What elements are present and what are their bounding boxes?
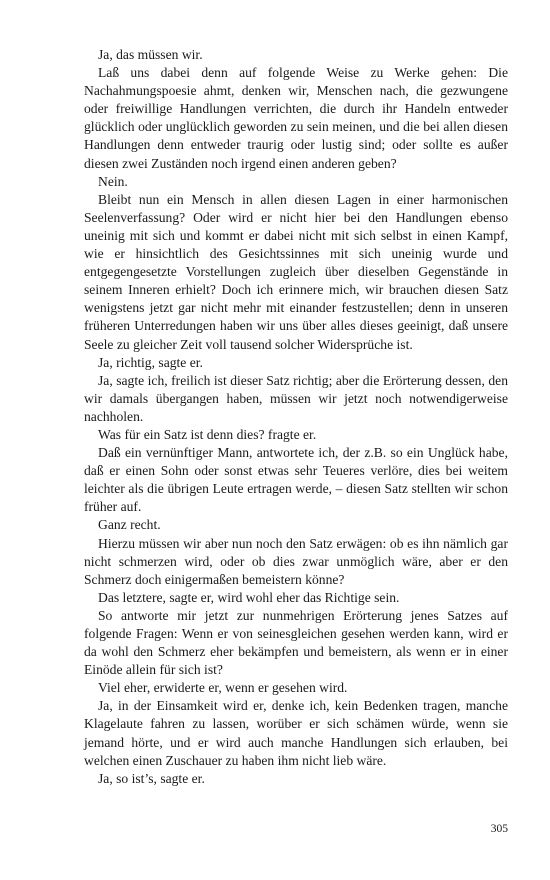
paragraph-4: Bleibt nun ein Mensch in allen diesen Lagen in einer harmonischen Seelenverfassung? Oder wird er nicht hier bei den Handlungen ebenso uneinig mit sich und kommt er dabei nicht mit sich selbst in einen Kampf, wie er hinsichtlich des Gesichtssinnes mit sich uneinig wurde und entgegengesetzte Vorstellungen zugleich über dieselben Gegenstände in seinem Inneren erhielt? Doch ich erinnere mich, wir brauchen diesen Satz wenigstens jetzt gar nicht mehr mit einander festzustellen; denn in unseren früheren Unterredungen haben wir uns über alles dieses geeinigt, daß unsere Seele zu gleicher Zeit voll tausend solcher Widersprüche ist. [84, 191, 508, 352]
paragraph-5: Ja, richtig, sagte er. [98, 354, 203, 370]
page-number: 305 [490, 823, 508, 835]
paragraph-8: Daß ein vernünftiger Mann, antwortete ich, der z.B. so ein Unglück habe, daß er einen Sohn oder sonst etwas sehr Teueres verlöre, dies bei weitem leichter als die übrigen Leute ertragen werde, – diesen Satz stellten wir schon früher auf. [84, 445, 508, 515]
paragraph-11: Das letztere, sagte er, wird wohl eher das Richtige sein. [98, 589, 400, 605]
paragraph-15: Ja, so ist’s, sagte er. [98, 770, 205, 786]
paragraph-14: Ja, in der Einsamkeit wird er, denke ich, kein Bedenken tragen, manche Klagelaute fahren zu lassen, worüber er sich schämen würde, wenn sie jemand hörte, und er wird auch manche Handlungen sich erlauben, bei welchen einen Zuschauer zu haben ihm nicht lieb wäre. [84, 698, 508, 768]
paragraph-6: Ja, sagte ich, freilich ist dieser Satz richtig; aber die Erörterung dessen, den wir damals übergangen haben, müssen wir jetzt noch notwendigerweise nachholen. [84, 372, 508, 424]
paragraph-12: So antworte mir jetzt zur nunmehrigen Erörterung jenes Satzes auf folgende Fragen: Wenn er von seinesgleichen gesehen werden kann, wird er da wohl den Schmerz eher bekämpfen und bemeistern, als wenn er in einer Einöde allein für sich ist? [84, 607, 508, 678]
paragraph-9: Ganz recht. [98, 517, 161, 533]
paragraph-10: Hierzu müssen wir aber nun noch den Satz erwägen: ob es ihn nämlich gar nicht schmerzen wird, oder ob dies zwar unmöglich wäre, aber er den Schmerz doch einigermaßen bemeistern könne? [84, 535, 508, 587]
paragraph-3: Nein. [98, 173, 128, 189]
paragraph-7: Was für ein Satz ist denn dies? fragte er. [98, 426, 317, 442]
page-body [84, 46, 508, 788]
paragraph-13: Viel eher, erwiderte er, wenn er gesehen wird. [98, 680, 348, 696]
paragraph-2: Laß uns dabei denn auf folgende Weise zu Werke gehen: Die Nachahmungspoesie ahmt, denken wir, Menschen nach, die gezwungene oder freiwillige Handlungen verrichten, die durch ihr Handeln entweder glücklich oder unglücklich geworden zu sein meinen, und die bei allen diesen Handlungen denn entweder traurig oder lustig sind; oder sollte es außer diesen zwei Zuständen noch irgend einen anderen geben? [84, 65, 508, 171]
paragraph-1: Ja, das müssen wir. [98, 47, 203, 62]
